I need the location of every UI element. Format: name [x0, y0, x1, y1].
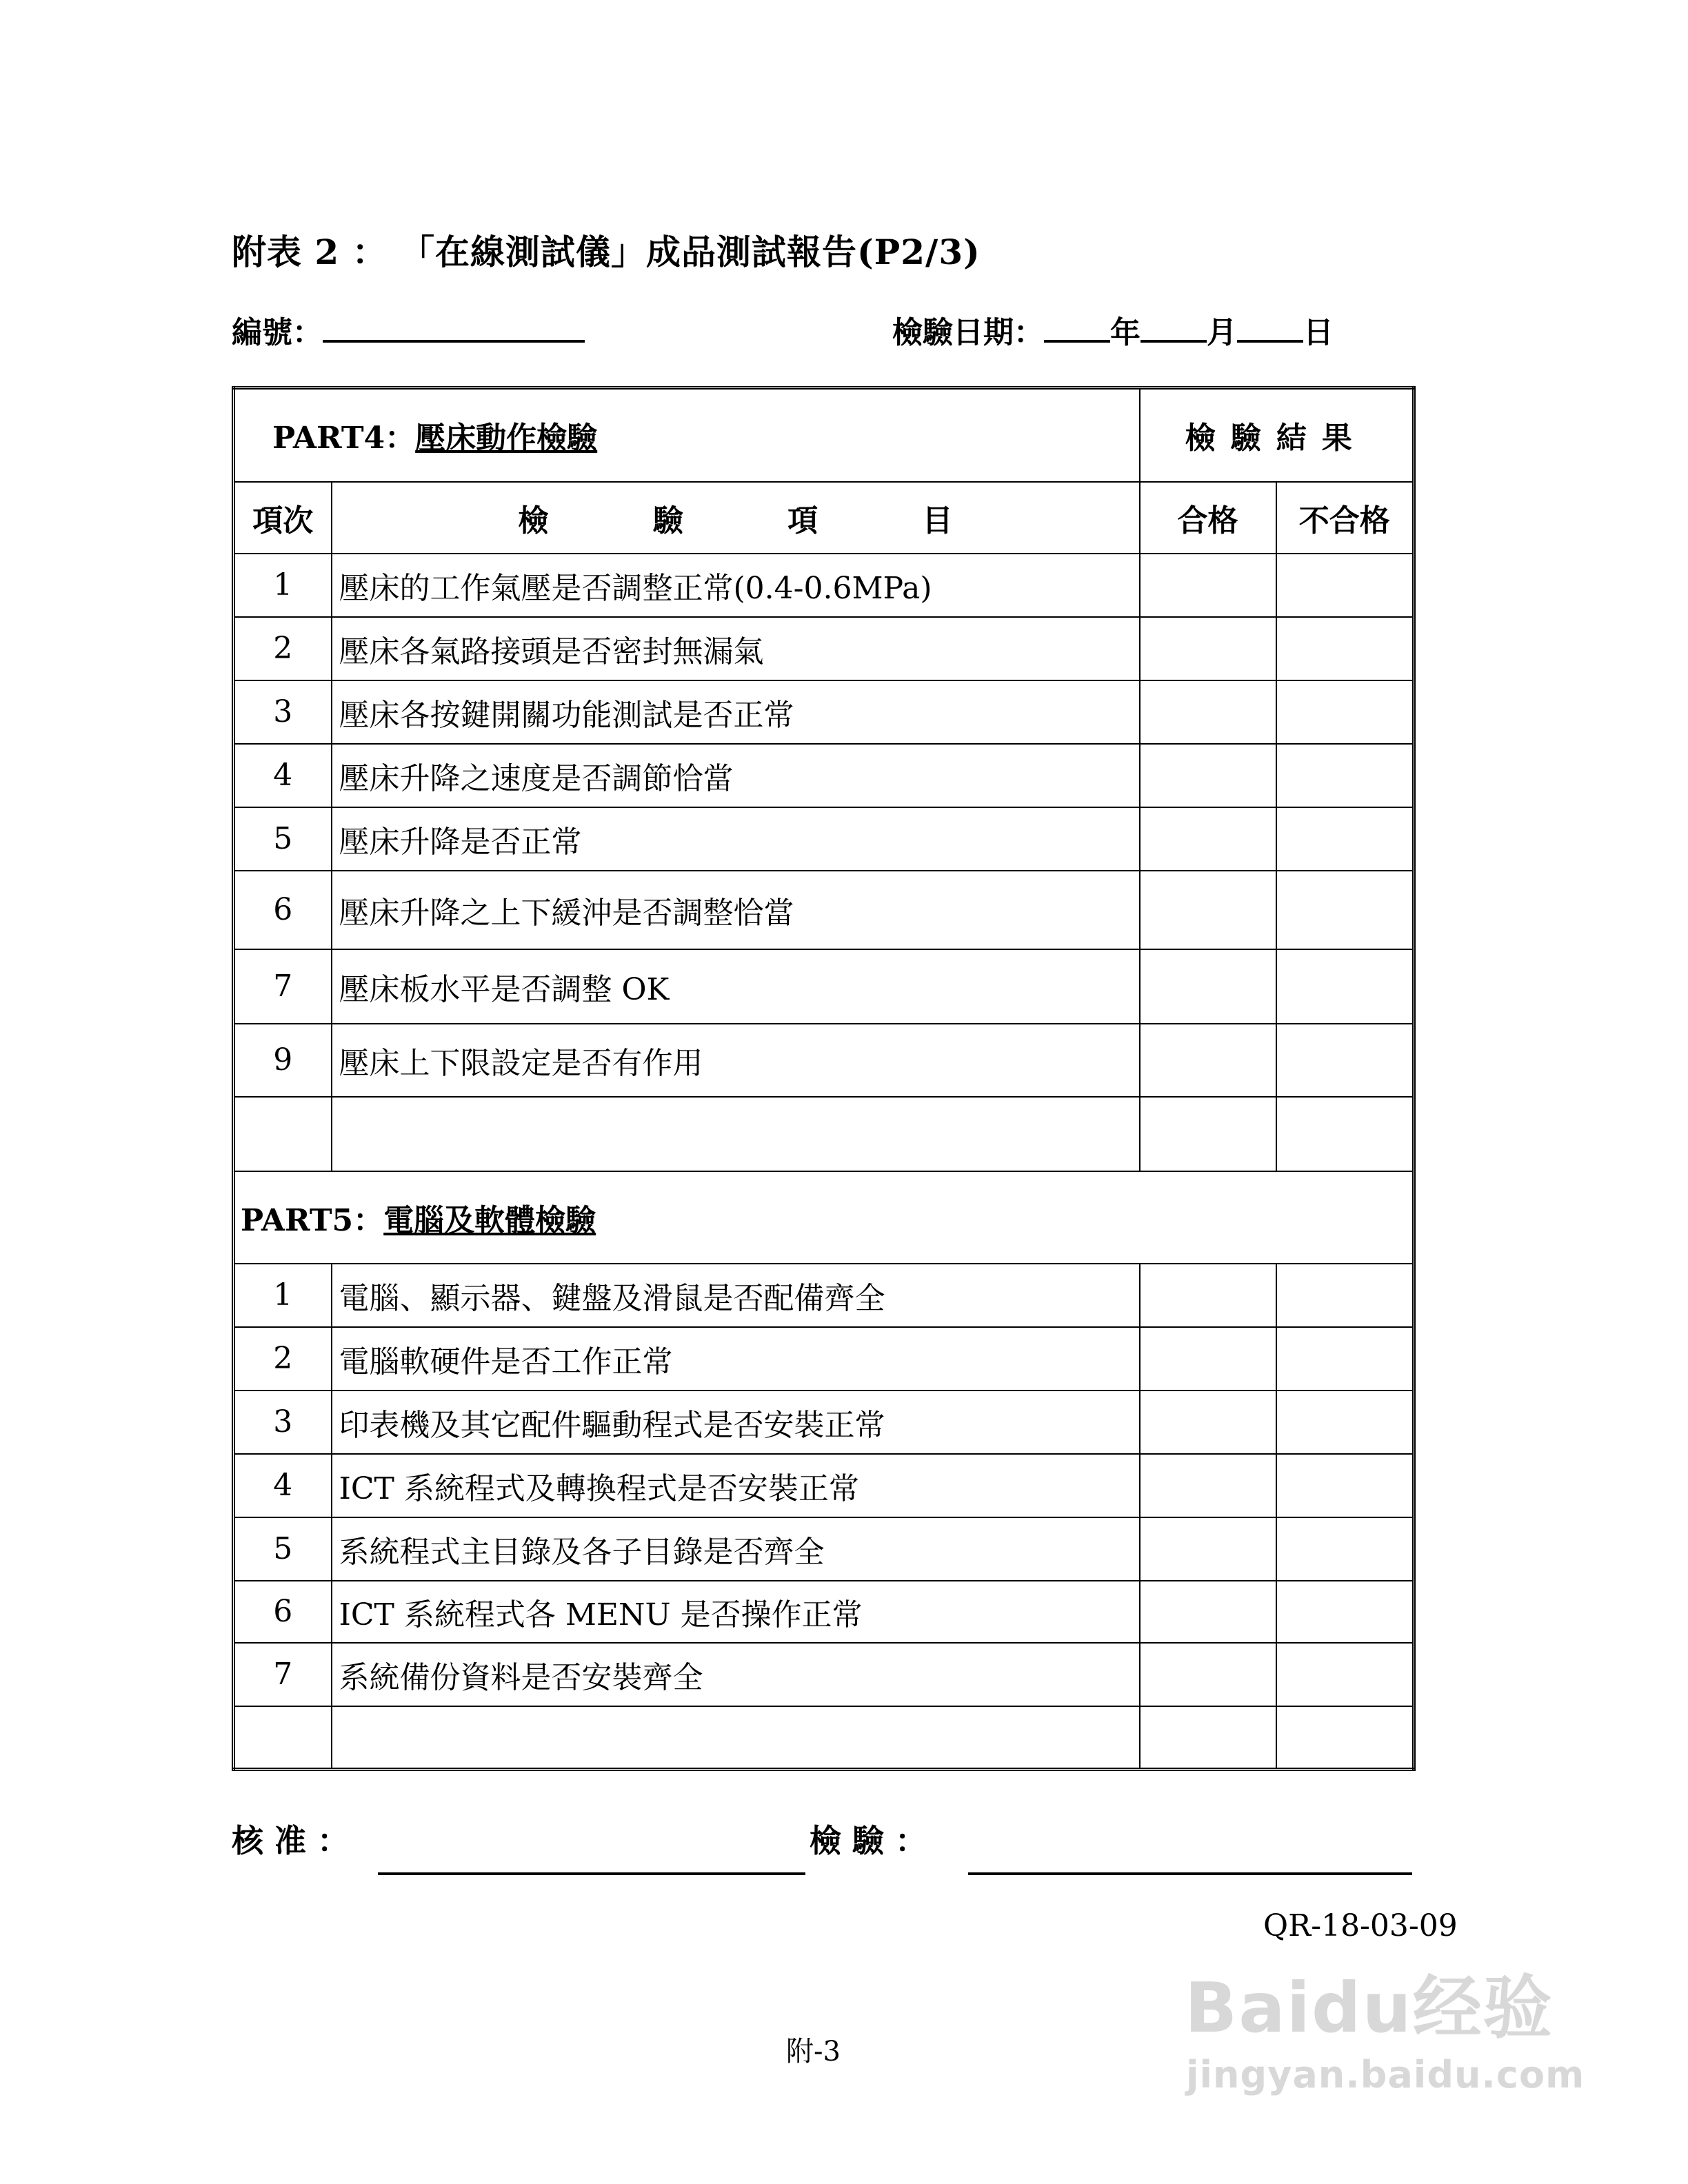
part5-prefix: PART5：	[241, 1202, 384, 1238]
row-number: 6	[234, 871, 332, 949]
day-blank[interactable]	[1237, 312, 1303, 343]
pass-cell[interactable]	[1140, 1327, 1276, 1391]
row-number: 6	[234, 1581, 332, 1643]
row-item: 電腦軟硬件是否工作正常	[332, 1327, 1140, 1391]
row-number: 9	[234, 1024, 332, 1097]
fail-cell[interactable]	[1276, 1391, 1414, 1454]
pass-cell[interactable]	[1140, 1643, 1276, 1706]
row-item: 印表機及其它配件驅動程式是否安裝正常	[332, 1391, 1140, 1454]
row-number: 1	[234, 554, 332, 617]
row-number: 5	[234, 1517, 332, 1581]
row-item: 系統備份資料是否安裝齊全	[332, 1643, 1140, 1706]
row-item: 壓床板水平是否調整 OK	[332, 949, 1140, 1024]
col-pass-header: 合格	[1140, 482, 1276, 554]
pass-cell[interactable]	[1140, 1581, 1276, 1643]
row-item: 壓床各按鍵開關功能測試是否正常	[332, 680, 1140, 744]
col-item-char: 檢	[518, 503, 549, 538]
pass-cell[interactable]	[1140, 1706, 1276, 1770]
date-field	[892, 307, 1334, 352]
year-blank[interactable]	[1044, 312, 1110, 343]
row-item: 系統程式主目錄及各子目錄是否齊全	[332, 1517, 1140, 1581]
empty-number-cell	[234, 1706, 332, 1770]
part5-title	[234, 1171, 1414, 1264]
pass-cell[interactable]	[1140, 744, 1276, 807]
empty-item-cell	[332, 1097, 1140, 1171]
pass-cell[interactable]	[1140, 1517, 1276, 1581]
approve-label: 核 准 ：	[232, 1822, 350, 1859]
table-row	[234, 949, 1414, 1024]
fail-cell[interactable]	[1276, 680, 1414, 744]
table-row	[234, 744, 1414, 807]
row-item: 電腦、顯示器、鍵盤及滑鼠是否配備齊全	[332, 1264, 1140, 1327]
form-code: QR-18-03-09	[1263, 1908, 1458, 1943]
col-no-header: 項次	[234, 482, 332, 554]
part5-name: 電腦及軟體檢驗	[383, 1202, 596, 1238]
approve-signature-line[interactable]	[378, 1872, 805, 1875]
row-number: 2	[234, 1327, 332, 1391]
row-item: ICT 系統程式各 MENU 是否操作正常	[332, 1581, 1140, 1643]
pass-cell[interactable]	[1140, 617, 1276, 680]
table-row	[234, 1391, 1414, 1454]
row-item: 壓床升降之速度是否調節恰當	[332, 744, 1140, 807]
row-number: 3	[234, 680, 332, 744]
inspect-label: 檢 驗 ：	[810, 1822, 927, 1859]
part5-header-row	[234, 1171, 1414, 1264]
row-item: 壓床升降是否正常	[332, 807, 1140, 871]
row-number: 3	[234, 1391, 332, 1454]
row-number: 7	[234, 949, 332, 1024]
fail-cell[interactable]	[1276, 617, 1414, 680]
table-row	[234, 680, 1414, 744]
table-row	[234, 807, 1414, 871]
empty-number-cell	[234, 1097, 332, 1171]
row-number: 2	[234, 617, 332, 680]
row-item: 壓床上下限設定是否有作用	[332, 1024, 1140, 1097]
fail-cell[interactable]	[1276, 554, 1414, 617]
fail-cell[interactable]	[1276, 1327, 1414, 1391]
fail-cell[interactable]	[1276, 1517, 1414, 1581]
result-header: 檢驗結果	[1140, 388, 1414, 482]
table-row	[234, 554, 1414, 617]
fail-cell[interactable]	[1276, 1097, 1414, 1171]
number-label: 編號：	[232, 315, 323, 350]
month-blank[interactable]	[1141, 312, 1207, 343]
month-label: 月	[1207, 315, 1237, 350]
part4-header-row	[234, 388, 1414, 482]
col-item-char: 驗	[652, 503, 683, 538]
inspect-signature-line[interactable]	[968, 1872, 1412, 1875]
table-row	[234, 617, 1414, 680]
document-title: 附表 2 ： 「在線測試儀」成品測試報告(P2/3)	[232, 232, 981, 272]
row-number: 1	[234, 1264, 332, 1327]
number-field	[232, 307, 585, 352]
row-number: 5	[234, 807, 332, 871]
fail-cell[interactable]	[1276, 1706, 1414, 1770]
page-number: 附-3	[786, 2036, 841, 2067]
table-row	[234, 1327, 1414, 1391]
row-number: 4	[234, 1454, 332, 1517]
col-item-char: 目	[922, 503, 953, 538]
pass-cell[interactable]	[1140, 1264, 1276, 1327]
row-item: 壓床各氣路接頭是否密封無漏氣	[332, 617, 1140, 680]
part4-prefix: PART4：	[272, 421, 416, 456]
number-blank[interactable]	[323, 312, 585, 343]
row-number: 7	[234, 1643, 332, 1706]
fail-cell[interactable]	[1276, 744, 1414, 807]
pass-cell[interactable]	[1140, 1391, 1276, 1454]
table-row	[234, 1581, 1414, 1643]
fail-cell[interactable]	[1276, 807, 1414, 871]
part4-name: 壓床動作檢驗	[415, 421, 598, 456]
date-label: 檢驗日期：	[892, 315, 1044, 350]
col-fail-header: 不合格	[1276, 482, 1414, 554]
col-item-header	[332, 482, 1140, 554]
inspection-table	[232, 386, 1416, 1771]
empty-item-cell	[332, 1706, 1140, 1770]
table-row	[234, 1454, 1414, 1517]
column-header-row	[234, 482, 1414, 554]
fail-cell[interactable]	[1276, 1024, 1414, 1097]
table-row	[234, 871, 1414, 949]
fail-cell[interactable]	[1276, 1264, 1414, 1327]
part4-title	[234, 388, 1140, 482]
fail-cell[interactable]	[1276, 1643, 1414, 1706]
table-row	[234, 1643, 1414, 1706]
table-row	[234, 1024, 1414, 1097]
pass-cell[interactable]	[1140, 1024, 1276, 1097]
pass-cell[interactable]	[1140, 1097, 1276, 1171]
year-label: 年	[1110, 315, 1141, 350]
row-item: 壓床升降之上下緩沖是否調整恰當	[332, 871, 1140, 949]
empty-row	[234, 1097, 1414, 1171]
row-item: 壓床的工作氣壓是否調整正常(0.4-0.6MPa)	[332, 554, 1140, 617]
fail-cell[interactable]	[1276, 949, 1414, 1024]
pass-cell[interactable]	[1140, 871, 1276, 949]
table-row	[234, 1264, 1414, 1327]
pass-cell[interactable]	[1140, 554, 1276, 617]
day-label: 日	[1303, 315, 1334, 350]
pass-cell[interactable]	[1140, 1454, 1276, 1517]
pass-cell[interactable]	[1140, 807, 1276, 871]
baidu-watermark-logo: Baidu经验	[1185, 1968, 1554, 2048]
fail-cell[interactable]	[1276, 871, 1414, 949]
col-item-char: 項	[787, 503, 818, 538]
pass-cell[interactable]	[1140, 949, 1276, 1024]
row-number: 4	[234, 744, 332, 807]
row-item: ICT 系統程式及轉換程式是否安裝正常	[332, 1454, 1140, 1517]
fail-cell[interactable]	[1276, 1454, 1414, 1517]
pass-cell[interactable]	[1140, 680, 1276, 744]
baidu-watermark-url: jingyan.baidu.com	[1186, 2053, 1585, 2096]
empty-row	[234, 1706, 1414, 1770]
fail-cell[interactable]	[1276, 1581, 1414, 1643]
table-row	[234, 1517, 1414, 1581]
